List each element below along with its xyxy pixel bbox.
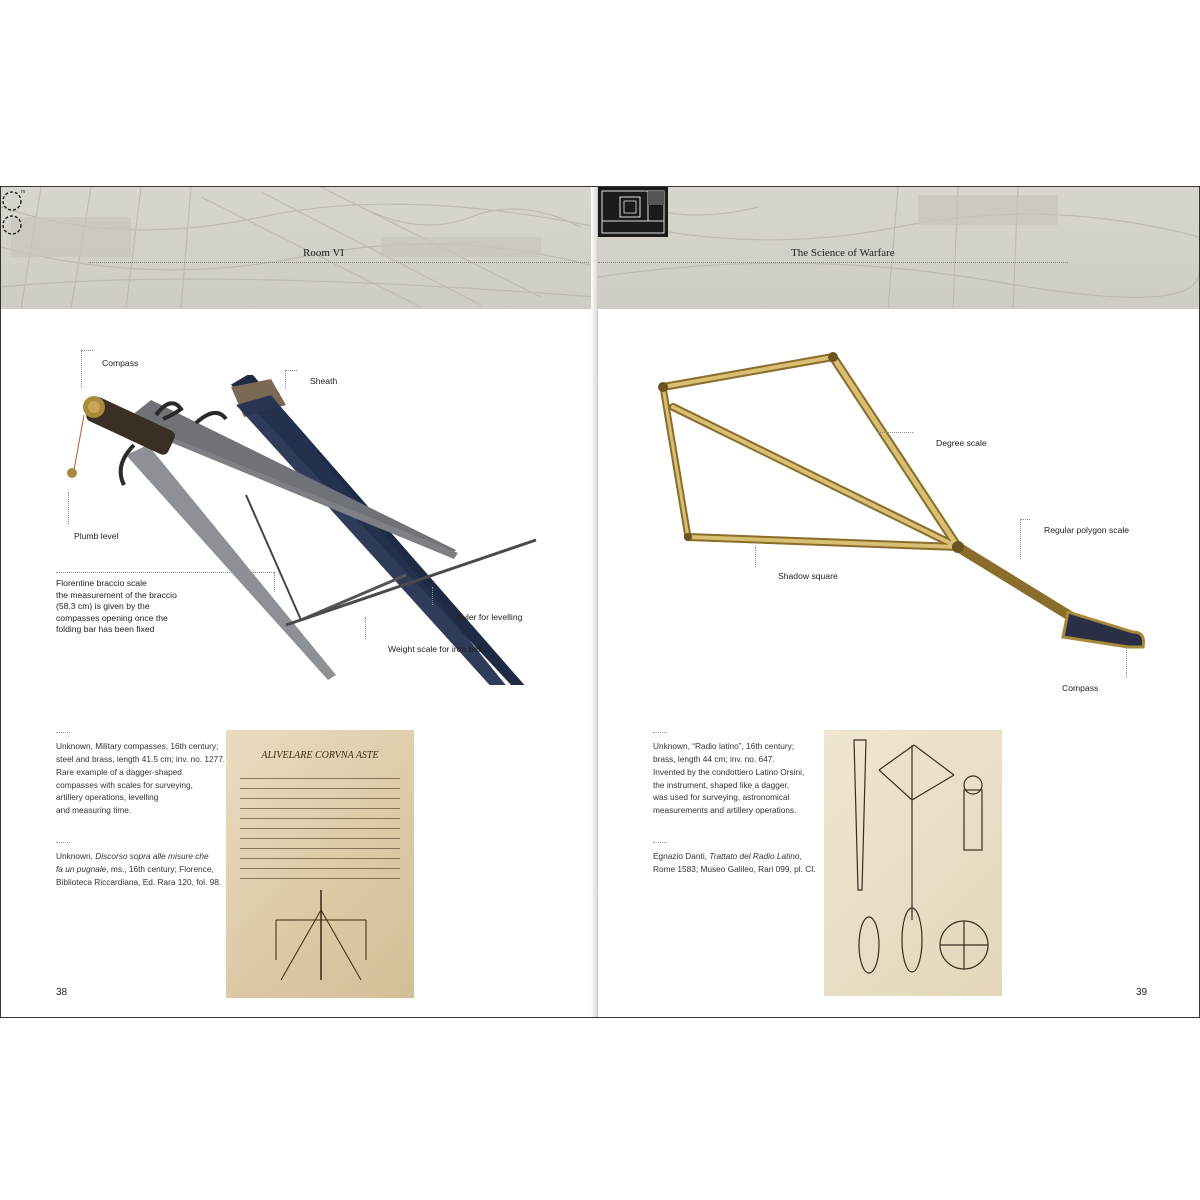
caption-military-compasses: Unknown, Military compasses, 16th century; steel and brass, length 41.5 cm; inv. no. 1277. Rare example of a dagger-shaped compasses with scales for surveying, artillery operations, levelling and measuring time. [56,741,226,816]
label-plumb-level: Plumb level [74,531,119,541]
manuscript-title: ALIVELARE CORVNA ASTE [261,750,379,761]
label-weight-scale: Weight scale for iron balls [388,644,487,654]
left-page [1,187,597,1017]
header-band [1,187,597,309]
right-page [598,187,1199,1017]
label-ruler-levelling: Ruler for levelling [456,612,523,622]
caption-danti-trattato: Egnazio Danti, Trattato del Radio Latino, Rome 1583; Museo Galileo, Rari 099, pl. CI. [653,851,816,874]
label-sheath: Sheath [310,376,338,386]
header-band-right [598,187,1199,309]
radio-latino-photo [648,347,1168,687]
label-shadow-square: Shadow square [778,571,838,581]
header-engraving-texture [1,187,597,309]
caption-radio-latino: Unknown, “Radio latino”, 16th century; brass, length 44 cm; inv. no. 647. Invented by the condottiero Latino Orsini, the instrument, shaped like a dagger, was used for surveying, astronomical measurements and artillery operations. [653,741,805,816]
engraving-drawing [824,730,1002,996]
running-head-left: Room VI [303,247,345,259]
label-degree-scale: Degree scale [936,438,987,448]
floorplan-icon [598,187,668,237]
label-braccio-scale: Florentine braccio scale the measurement of the braccio (58.3 cm) is given by the compasses opening once the folding bar has been fixed [56,578,177,635]
page-number-right: 39 [1136,987,1148,998]
military-compasses-photo [56,375,556,685]
manuscript-compass-drawing [266,890,376,990]
svg-text:m: m [21,189,26,195]
caption-discorso: Unknown, Discorso sopra alle misure che fa un pugnale, ms., 16th century; Florence, Biblioteca Riccardiana, Ed. Rara 120, fol. 98. [56,851,222,887]
label-compass: Compass [102,358,139,368]
book-spread [0,186,1200,1018]
engraving-plate-image [824,730,1002,996]
header-engraving-texture-right [598,187,1199,309]
page-number-left: 38 [56,987,68,998]
label-regular-polygon-scale: Regular polygon scale [1044,525,1130,535]
label-compass-right: Compass [1062,683,1099,693]
museum-logo-icon [1,187,27,243]
manuscript-image [226,730,414,998]
running-head-right: The Science of Warfare [791,247,895,259]
